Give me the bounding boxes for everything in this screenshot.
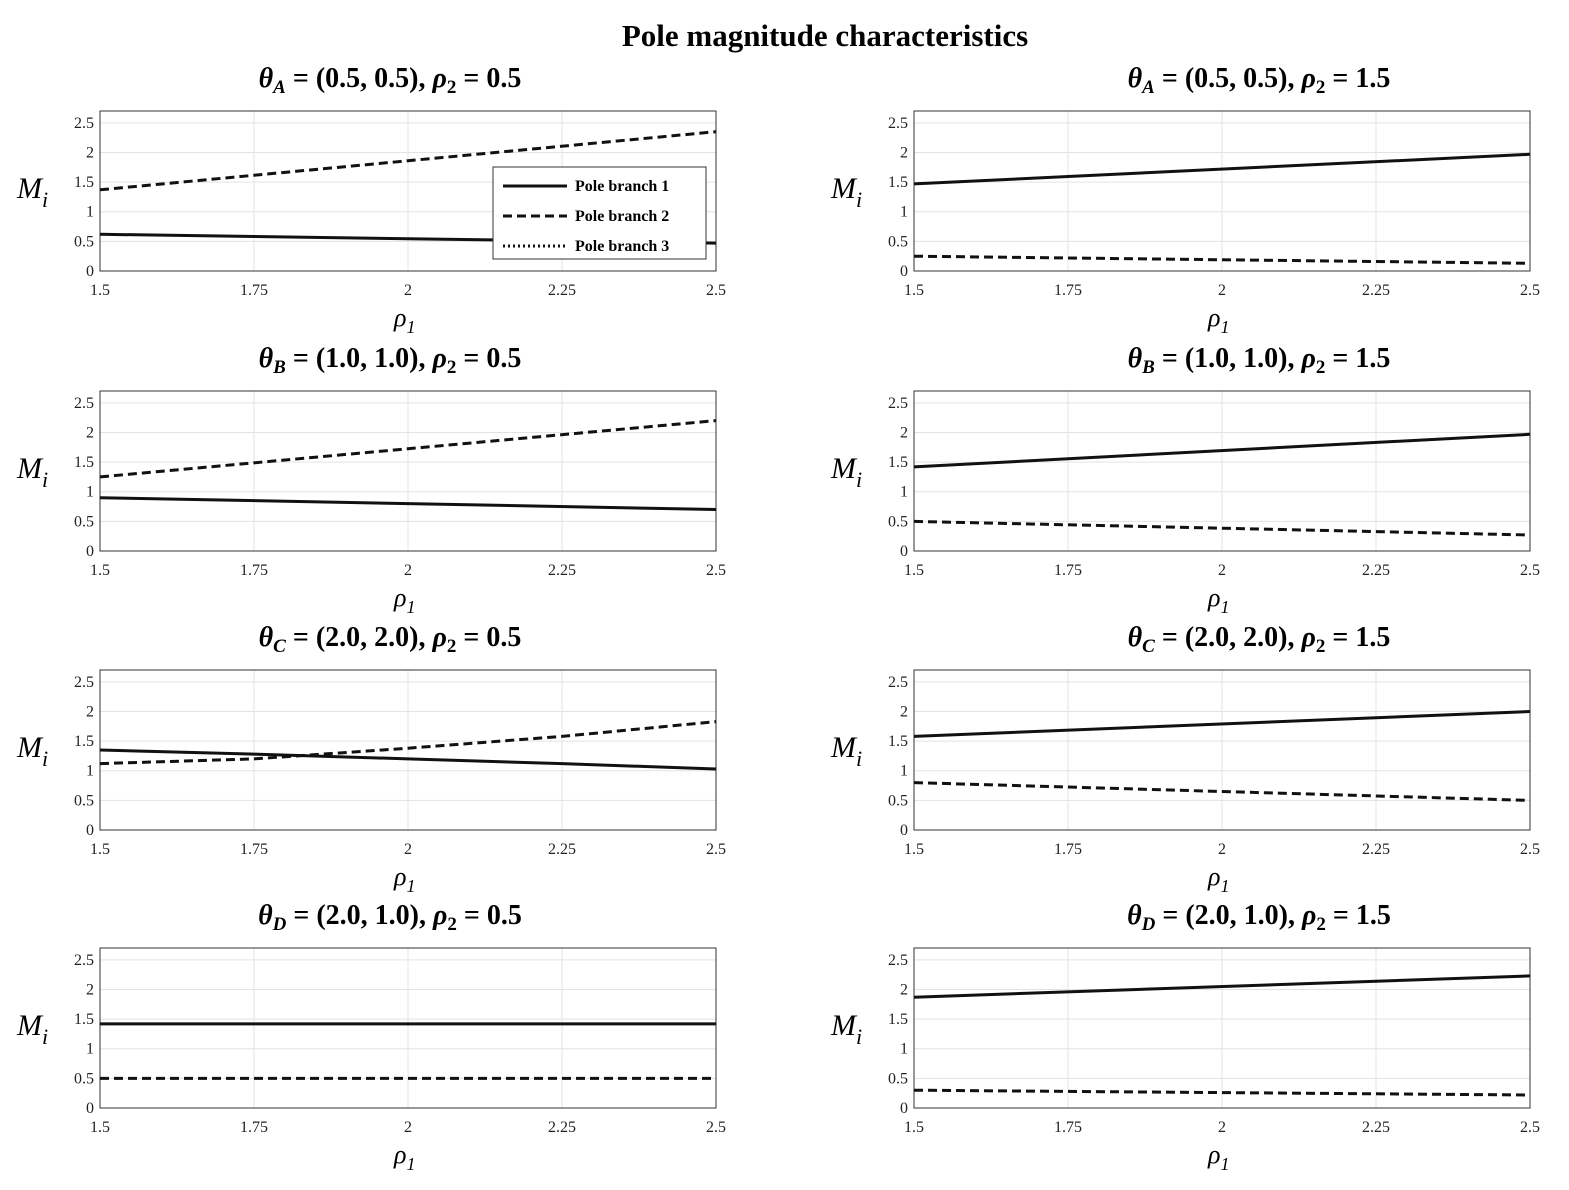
x-axis-symbol: ρ — [394, 583, 407, 612]
x-tick-label: 2 — [404, 1119, 412, 1136]
y-tick-label: 1 — [900, 762, 908, 780]
title-rho: ρ — [1301, 343, 1316, 374]
chart-panel-3 — [16, 343, 726, 617]
x-tick-label: 2.25 — [548, 841, 576, 858]
chart-panel-4 — [830, 343, 1540, 617]
x-tick-label: 2.25 — [1362, 1119, 1390, 1136]
title-rho-subscript: 2 — [1316, 914, 1326, 935]
y-tick-label: 1.5 — [888, 454, 908, 472]
x-tick-label: 2.5 — [706, 562, 726, 579]
y-tick-label: 0.5 — [74, 513, 94, 531]
y-axis-subscript: i — [42, 467, 49, 492]
y-tick-label: 1 — [86, 483, 94, 501]
chart-panel-6 — [830, 622, 1540, 896]
y-tick-label: 0 — [900, 543, 908, 560]
title-params: = (1.0, 1.0), — [1154, 343, 1302, 374]
x-axis-symbol: ρ — [394, 862, 407, 891]
title-theta-subscript: B — [273, 357, 286, 378]
y-tick-label: 2 — [86, 424, 94, 442]
x-axis-symbol: ρ — [394, 1140, 407, 1169]
y-axis-label — [16, 452, 48, 492]
y-axis-symbol: M — [17, 731, 42, 764]
x-axis-label — [1207, 862, 1229, 896]
x-tick-label: 1.75 — [1054, 841, 1082, 858]
y-axis-label — [830, 1009, 862, 1049]
y-tick-label: 1 — [86, 762, 94, 780]
subplot-title — [1128, 343, 1391, 378]
legend-label: Pole branch 1 — [575, 178, 670, 195]
y-tick-label: 0.5 — [888, 233, 908, 251]
x-axis-subscript: 1 — [406, 1154, 416, 1174]
y-tick-label: 0 — [86, 263, 94, 280]
y-tick-label: 1 — [900, 203, 908, 221]
y-axis-label — [830, 731, 862, 771]
y-tick-label: 0 — [900, 822, 908, 839]
x-tick-label: 1.75 — [240, 1119, 268, 1136]
y-axis-symbol: M — [831, 452, 856, 485]
x-axis-label — [393, 303, 415, 337]
title-rho-subscript: 2 — [447, 914, 457, 935]
y-tick-label: 0.5 — [74, 233, 94, 251]
chart-panel-1 — [16, 63, 726, 337]
y-tick-label: 2 — [86, 981, 94, 999]
x-tick-label: 2.25 — [548, 562, 576, 579]
title-params: = (1.0, 1.0), — [285, 343, 433, 374]
x-tick-label: 2 — [404, 282, 412, 299]
y-tick-label: 2.5 — [74, 673, 94, 691]
title-rho-value: = 1.5 — [1325, 343, 1391, 374]
title-theta-subscript: C — [1142, 636, 1155, 657]
x-tick-label: 1.5 — [904, 282, 924, 299]
x-tick-label: 2.5 — [706, 282, 726, 299]
subplot-title — [259, 63, 522, 98]
title-rho: ρ — [1301, 900, 1317, 931]
y-axis-subscript: i — [856, 187, 863, 212]
x-tick-label: 1.5 — [904, 1119, 924, 1136]
y-tick-label: 1 — [86, 1040, 94, 1058]
y-tick-label: 2 — [86, 703, 94, 721]
y-axis-subscript: i — [42, 1024, 49, 1049]
x-tick-label: 1.5 — [90, 1119, 110, 1136]
x-axis-symbol: ρ — [1208, 862, 1221, 891]
title-rho-subscript: 2 — [446, 357, 457, 378]
y-tick-label: 2.5 — [888, 951, 908, 969]
x-tick-label: 1.5 — [904, 841, 924, 858]
x-axis-subscript: 1 — [406, 597, 416, 617]
x-tick-label: 2 — [404, 562, 412, 579]
subplot-title — [259, 622, 522, 657]
title-rho-value: = 1.5 — [1325, 622, 1391, 653]
title-rho: ρ — [432, 622, 447, 653]
y-tick-label: 1.5 — [74, 733, 94, 751]
title-theta: θ — [1127, 622, 1143, 653]
x-axis-symbol: ρ — [1208, 583, 1221, 612]
x-axis-symbol: ρ — [1208, 303, 1221, 332]
x-tick-label: 2.25 — [548, 282, 576, 299]
title-rho: ρ — [432, 900, 448, 931]
y-axis-subscript: i — [856, 746, 863, 771]
title-theta-subscript: D — [272, 914, 287, 935]
title-theta: θ — [258, 63, 274, 94]
title-rho-value: = 0.5 — [456, 63, 522, 94]
x-tick-label: 2.5 — [1520, 841, 1540, 858]
legend-label: Pole branch 3 — [575, 238, 670, 255]
x-tick-label: 2.5 — [706, 841, 726, 858]
chart-panel-5 — [16, 622, 726, 896]
y-tick-label: 2.5 — [888, 394, 908, 412]
y-axis-label — [16, 1009, 48, 1049]
title-params: = (0.5, 0.5), — [1154, 63, 1302, 94]
y-tick-label: 2 — [900, 144, 908, 162]
title-rho-value: = 1.5 — [1325, 900, 1391, 931]
title-theta: θ — [258, 343, 274, 374]
y-axis-label — [16, 172, 48, 212]
title-theta: θ — [258, 622, 274, 653]
x-tick-label: 1.5 — [904, 562, 924, 579]
y-tick-label: 2.5 — [888, 114, 908, 132]
title-theta-subscript: D — [1141, 914, 1156, 935]
title-rho-value: = 0.5 — [456, 900, 522, 931]
x-axis-subscript: 1 — [1220, 317, 1230, 337]
title-rho: ρ — [432, 343, 447, 374]
x-axis-label — [1207, 303, 1229, 337]
title-theta-subscript: A — [273, 77, 286, 98]
title-rho-subscript: 2 — [446, 636, 457, 657]
x-tick-label: 1.75 — [1054, 1119, 1082, 1136]
x-axis-subscript: 1 — [1220, 597, 1230, 617]
x-tick-label: 1.75 — [1054, 562, 1082, 579]
y-axis-symbol: M — [831, 1009, 856, 1042]
x-tick-label: 1.75 — [240, 562, 268, 579]
x-axis-symbol: ρ — [394, 303, 407, 332]
x-axis-label — [393, 1140, 415, 1174]
panels — [16, 63, 1540, 1174]
subplot-title — [258, 900, 522, 935]
title-theta-subscript: A — [1142, 77, 1155, 98]
x-tick-label: 1.75 — [240, 841, 268, 858]
chart-panel-2 — [830, 63, 1540, 337]
chart-panel-7 — [16, 900, 726, 1174]
x-tick-label: 2.5 — [1520, 562, 1540, 579]
title-rho-value: = 0.5 — [456, 343, 522, 374]
y-tick-label: 1.5 — [888, 733, 908, 751]
title-params: = (2.0, 1.0), — [1155, 900, 1302, 931]
title-theta: θ — [1127, 343, 1143, 374]
x-axis-symbol: ρ — [1208, 1140, 1221, 1169]
y-axis-subscript: i — [42, 746, 49, 771]
subplot-title — [1127, 900, 1391, 935]
x-tick-label: 2 — [1218, 282, 1226, 299]
title-theta: θ — [1127, 900, 1142, 931]
x-axis-label — [1207, 1140, 1229, 1174]
y-tick-label: 0.5 — [74, 1070, 94, 1088]
y-tick-label: 0 — [900, 1100, 908, 1117]
x-tick-label: 2.5 — [1520, 282, 1540, 299]
title-rho-value: = 0.5 — [456, 622, 522, 653]
x-tick-label: 2.25 — [1362, 282, 1390, 299]
figure-title: Pole magnitude characteristics — [621, 18, 1029, 53]
x-tick-label: 2.25 — [1362, 841, 1390, 858]
title-params: = (2.0, 2.0), — [1154, 622, 1302, 653]
x-tick-label: 2.5 — [1520, 1119, 1540, 1136]
y-tick-label: 1.5 — [74, 1011, 94, 1029]
y-tick-label: 0 — [900, 263, 908, 280]
y-tick-label: 2.5 — [888, 673, 908, 691]
legend — [493, 167, 706, 259]
x-axis-subscript: 1 — [406, 876, 416, 896]
y-tick-label: 0.5 — [74, 792, 94, 810]
title-rho-value: = 1.5 — [1325, 63, 1391, 94]
title-rho-subscript: 2 — [1315, 636, 1326, 657]
y-tick-label: 2 — [900, 424, 908, 442]
x-tick-label: 2 — [404, 841, 412, 858]
subplot-title — [1128, 63, 1391, 98]
y-tick-label: 2 — [900, 703, 908, 721]
y-axis-subscript: i — [42, 187, 49, 212]
legend-label: Pole branch 2 — [575, 208, 670, 225]
y-axis-subscript: i — [856, 467, 863, 492]
title-theta: θ — [1127, 63, 1143, 94]
y-tick-label: 1.5 — [888, 1011, 908, 1029]
title-params: = (2.0, 2.0), — [285, 622, 433, 653]
y-tick-label: 2.5 — [74, 951, 94, 969]
x-axis-label — [393, 862, 415, 896]
y-tick-label: 1.5 — [74, 174, 94, 192]
y-tick-label: 2.5 — [74, 394, 94, 412]
x-tick-label: 1.5 — [90, 282, 110, 299]
y-axis-symbol: M — [17, 452, 42, 485]
title-rho-subscript: 2 — [1315, 77, 1326, 98]
y-tick-label: 0 — [86, 543, 94, 560]
x-axis-subscript: 1 — [1220, 1154, 1230, 1174]
y-tick-label: 2 — [900, 981, 908, 999]
y-tick-label: 0.5 — [888, 1070, 908, 1088]
y-axis-label — [16, 731, 48, 771]
title-rho-subscript: 2 — [446, 77, 457, 98]
x-axis-subscript: 1 — [406, 317, 416, 337]
x-tick-label: 1.5 — [90, 562, 110, 579]
y-tick-label: 1 — [900, 483, 908, 501]
y-axis-subscript: i — [856, 1024, 863, 1049]
y-tick-label: 0.5 — [888, 792, 908, 810]
x-tick-label: 2 — [1218, 1119, 1226, 1136]
title-theta-subscript: C — [273, 636, 286, 657]
y-tick-label: 2.5 — [74, 114, 94, 132]
x-tick-label: 2 — [1218, 562, 1226, 579]
x-tick-label: 2.5 — [706, 1119, 726, 1136]
title-rho-subscript: 2 — [1315, 357, 1326, 378]
y-tick-label: 1 — [86, 203, 94, 221]
title-params: = (2.0, 1.0), — [286, 900, 433, 931]
title-rho: ρ — [1301, 63, 1316, 94]
x-axis-subscript: 1 — [1220, 876, 1230, 896]
y-tick-label: 1.5 — [74, 454, 94, 472]
x-tick-label: 1.75 — [1054, 282, 1082, 299]
x-tick-label: 1.5 — [90, 841, 110, 858]
x-tick-label: 2.25 — [1362, 562, 1390, 579]
y-tick-label: 0 — [86, 1100, 94, 1117]
y-axis-label — [830, 452, 862, 492]
y-tick-label: 0.5 — [888, 513, 908, 531]
title-rho: ρ — [432, 63, 447, 94]
title-theta-subscript: B — [1142, 357, 1155, 378]
x-tick-label: 2.25 — [548, 1119, 576, 1136]
title-params: = (0.5, 0.5), — [285, 63, 433, 94]
chart-panel-8 — [830, 900, 1540, 1174]
title-theta: θ — [258, 900, 273, 931]
y-tick-label: 2 — [86, 144, 94, 162]
x-tick-label: 1.75 — [240, 282, 268, 299]
x-tick-label: 2 — [1218, 841, 1226, 858]
y-axis-label — [830, 172, 862, 212]
y-axis-symbol: M — [831, 172, 856, 205]
subplot-title — [259, 343, 522, 378]
y-axis-symbol: M — [17, 1009, 42, 1042]
y-axis-symbol: M — [831, 731, 856, 764]
subplot-title — [1128, 622, 1391, 657]
x-axis-label — [393, 583, 415, 617]
y-tick-label: 1 — [900, 1040, 908, 1058]
title-rho: ρ — [1301, 622, 1316, 653]
y-tick-label: 0 — [86, 822, 94, 839]
y-tick-label: 1.5 — [888, 174, 908, 192]
x-axis-label — [1207, 583, 1229, 617]
y-axis-symbol: M — [17, 172, 42, 205]
